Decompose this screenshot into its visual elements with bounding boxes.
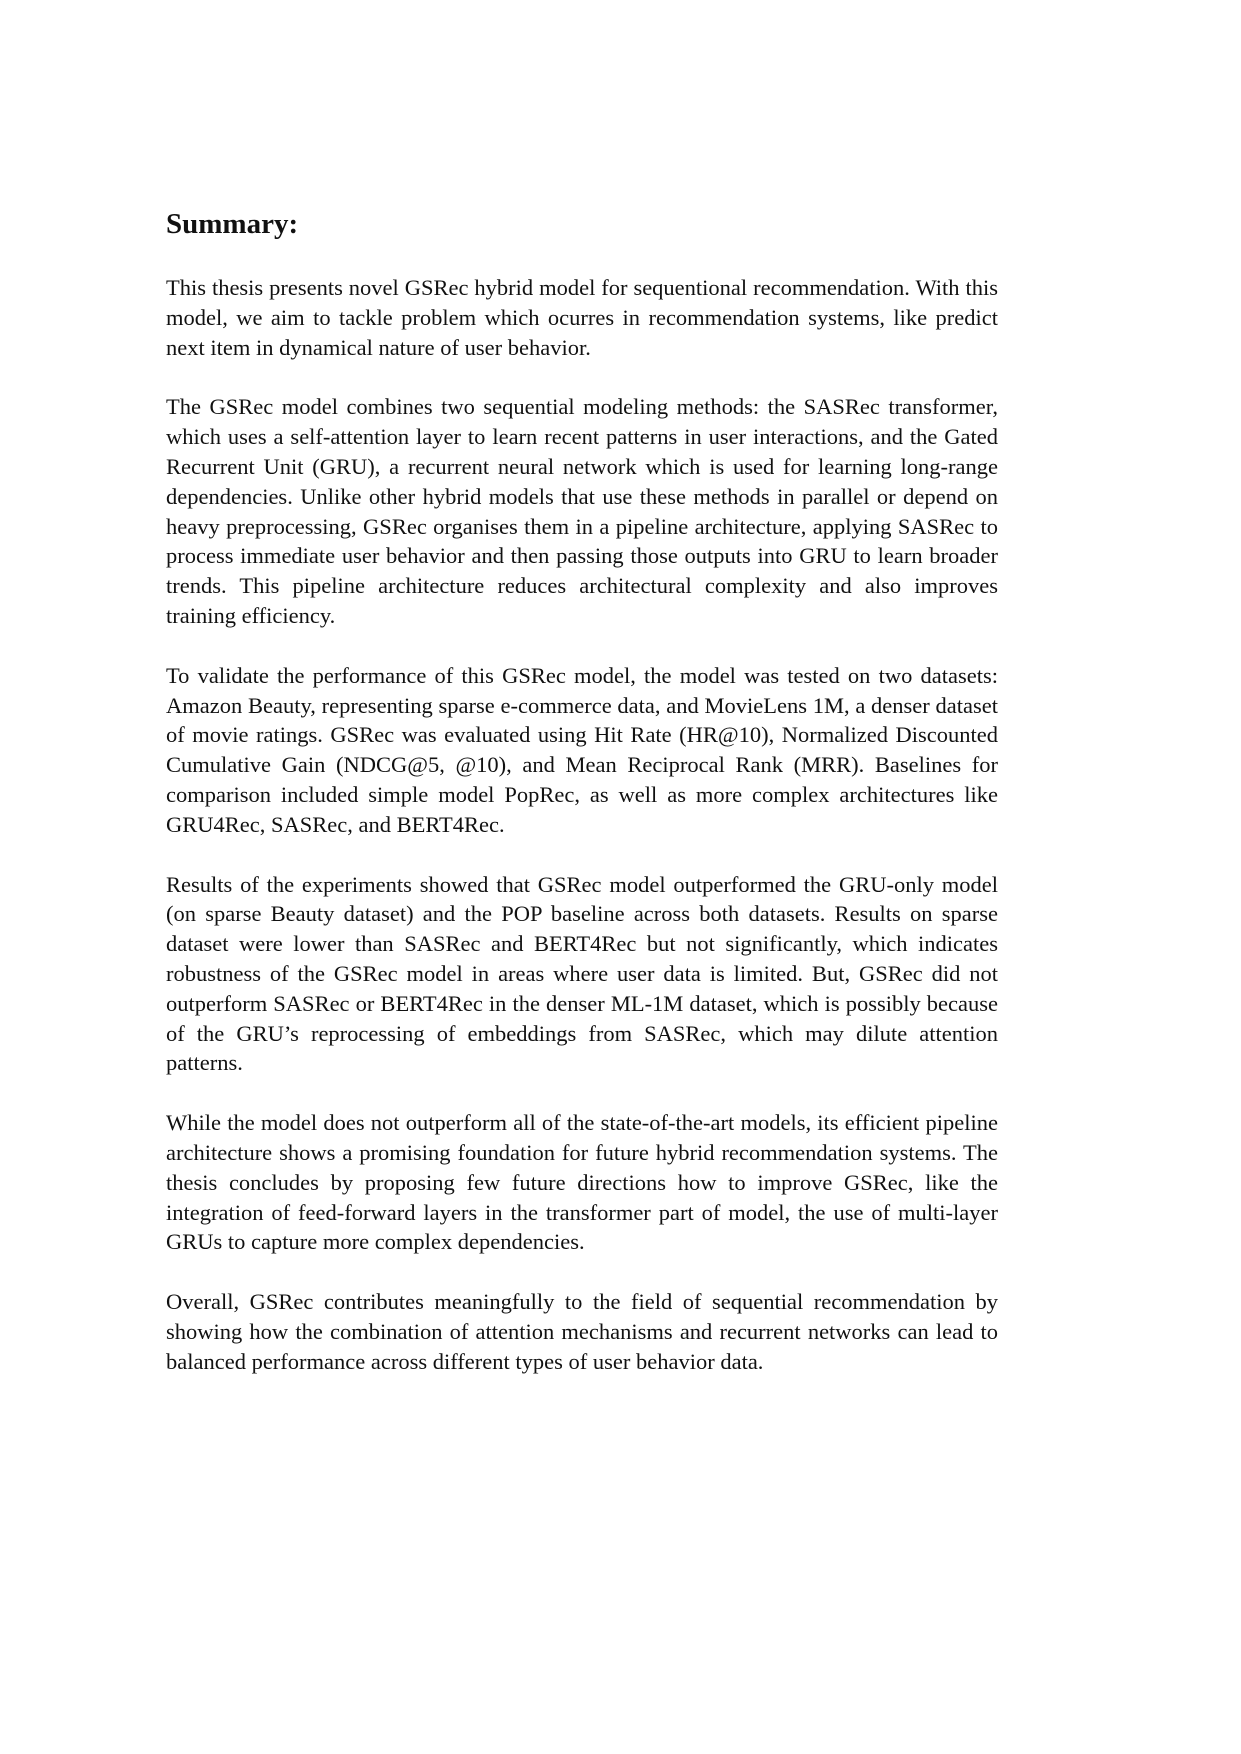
summary-paragraph-evaluation: To validate the performance of this GSRec model, the model was tested on two datasets: Amazon Beauty, representing sparse e-commerce data, and MovieLens 1M, a denser dataset of movie ratings. GSRec was evaluated using Hit Rate (HR@10), Normalized Discounted Cumulative Gain (NDCG@5, @10), and Mean Reciprocal Rank (MRR). Baselines for comparison included simple model PopRec, as well as more complex architectures like GRU4Rec, SASRec, and BERT4Rec. [166, 662, 998, 837]
summary-heading: Summary: [166, 208, 299, 240]
summary-paragraph-conclusion: Overall, GSRec contributes meaningfully to the field of sequential recommendation by showing how the combination of attention mechanisms and recurrent networks can lead to balanced performance across different types of user behavior data. [166, 1289, 998, 1374]
summary-paragraph-results: Results of the experiments showed that GSRec model outperformed the GRU-only model (on sparse Beauty dataset) and the POP baseline across both datasets. Results on sparse dataset were lower than SASRec and BERT4Rec but not significantly, which indicates robustness of the GSRec model in areas where user data is limited. But, GSRec did not outperform SASRec or BERT4Rec in the denser ML-1M dataset, which is possibly because of the GRU’s reprocessing of embeddings from SASRec, which may dilute attention patterns. [166, 871, 998, 1076]
summary-paragraph-future-work: While the model does not outperform all of the state-of-the-art models, its efficient pipeline architecture shows a promising foundation for future hybrid recommendation systems. The thesis concludes by proposing few future directions how to improve GSRec, like the integration of feed-forward layers in the transformer part of model, the use of multi-layer GRUs to capture more complex dependencies. [166, 1110, 998, 1255]
summary-paragraph-intro: This thesis presents novel GSRec hybrid model for sequentional recommendation. With this model, we aim to tackle problem which ocurres in recommendation systems, like predict next item in dynamical nature of user behavior. [166, 275, 998, 360]
summary-paragraph-model: The GSRec model combines two sequential modeling methods: the SASRec transformer, which uses a self-attention layer to learn recent patterns in user interactions, and the Gated Recurrent Unit (GRU), a recurrent neural network which is used for learning long-range dependencies. Unlike other hybrid models that use these methods in parallel or depend on heavy preprocessing, GSRec organises them in a pipeline architecture, applying SASRec to process immediate user behavior and then passing those outputs into GRU to learn broader trends. This pipeline architecture reduces architectural complexity and also improves training efficiency. [166, 394, 998, 628]
summary-section [166, 204, 998, 1407]
